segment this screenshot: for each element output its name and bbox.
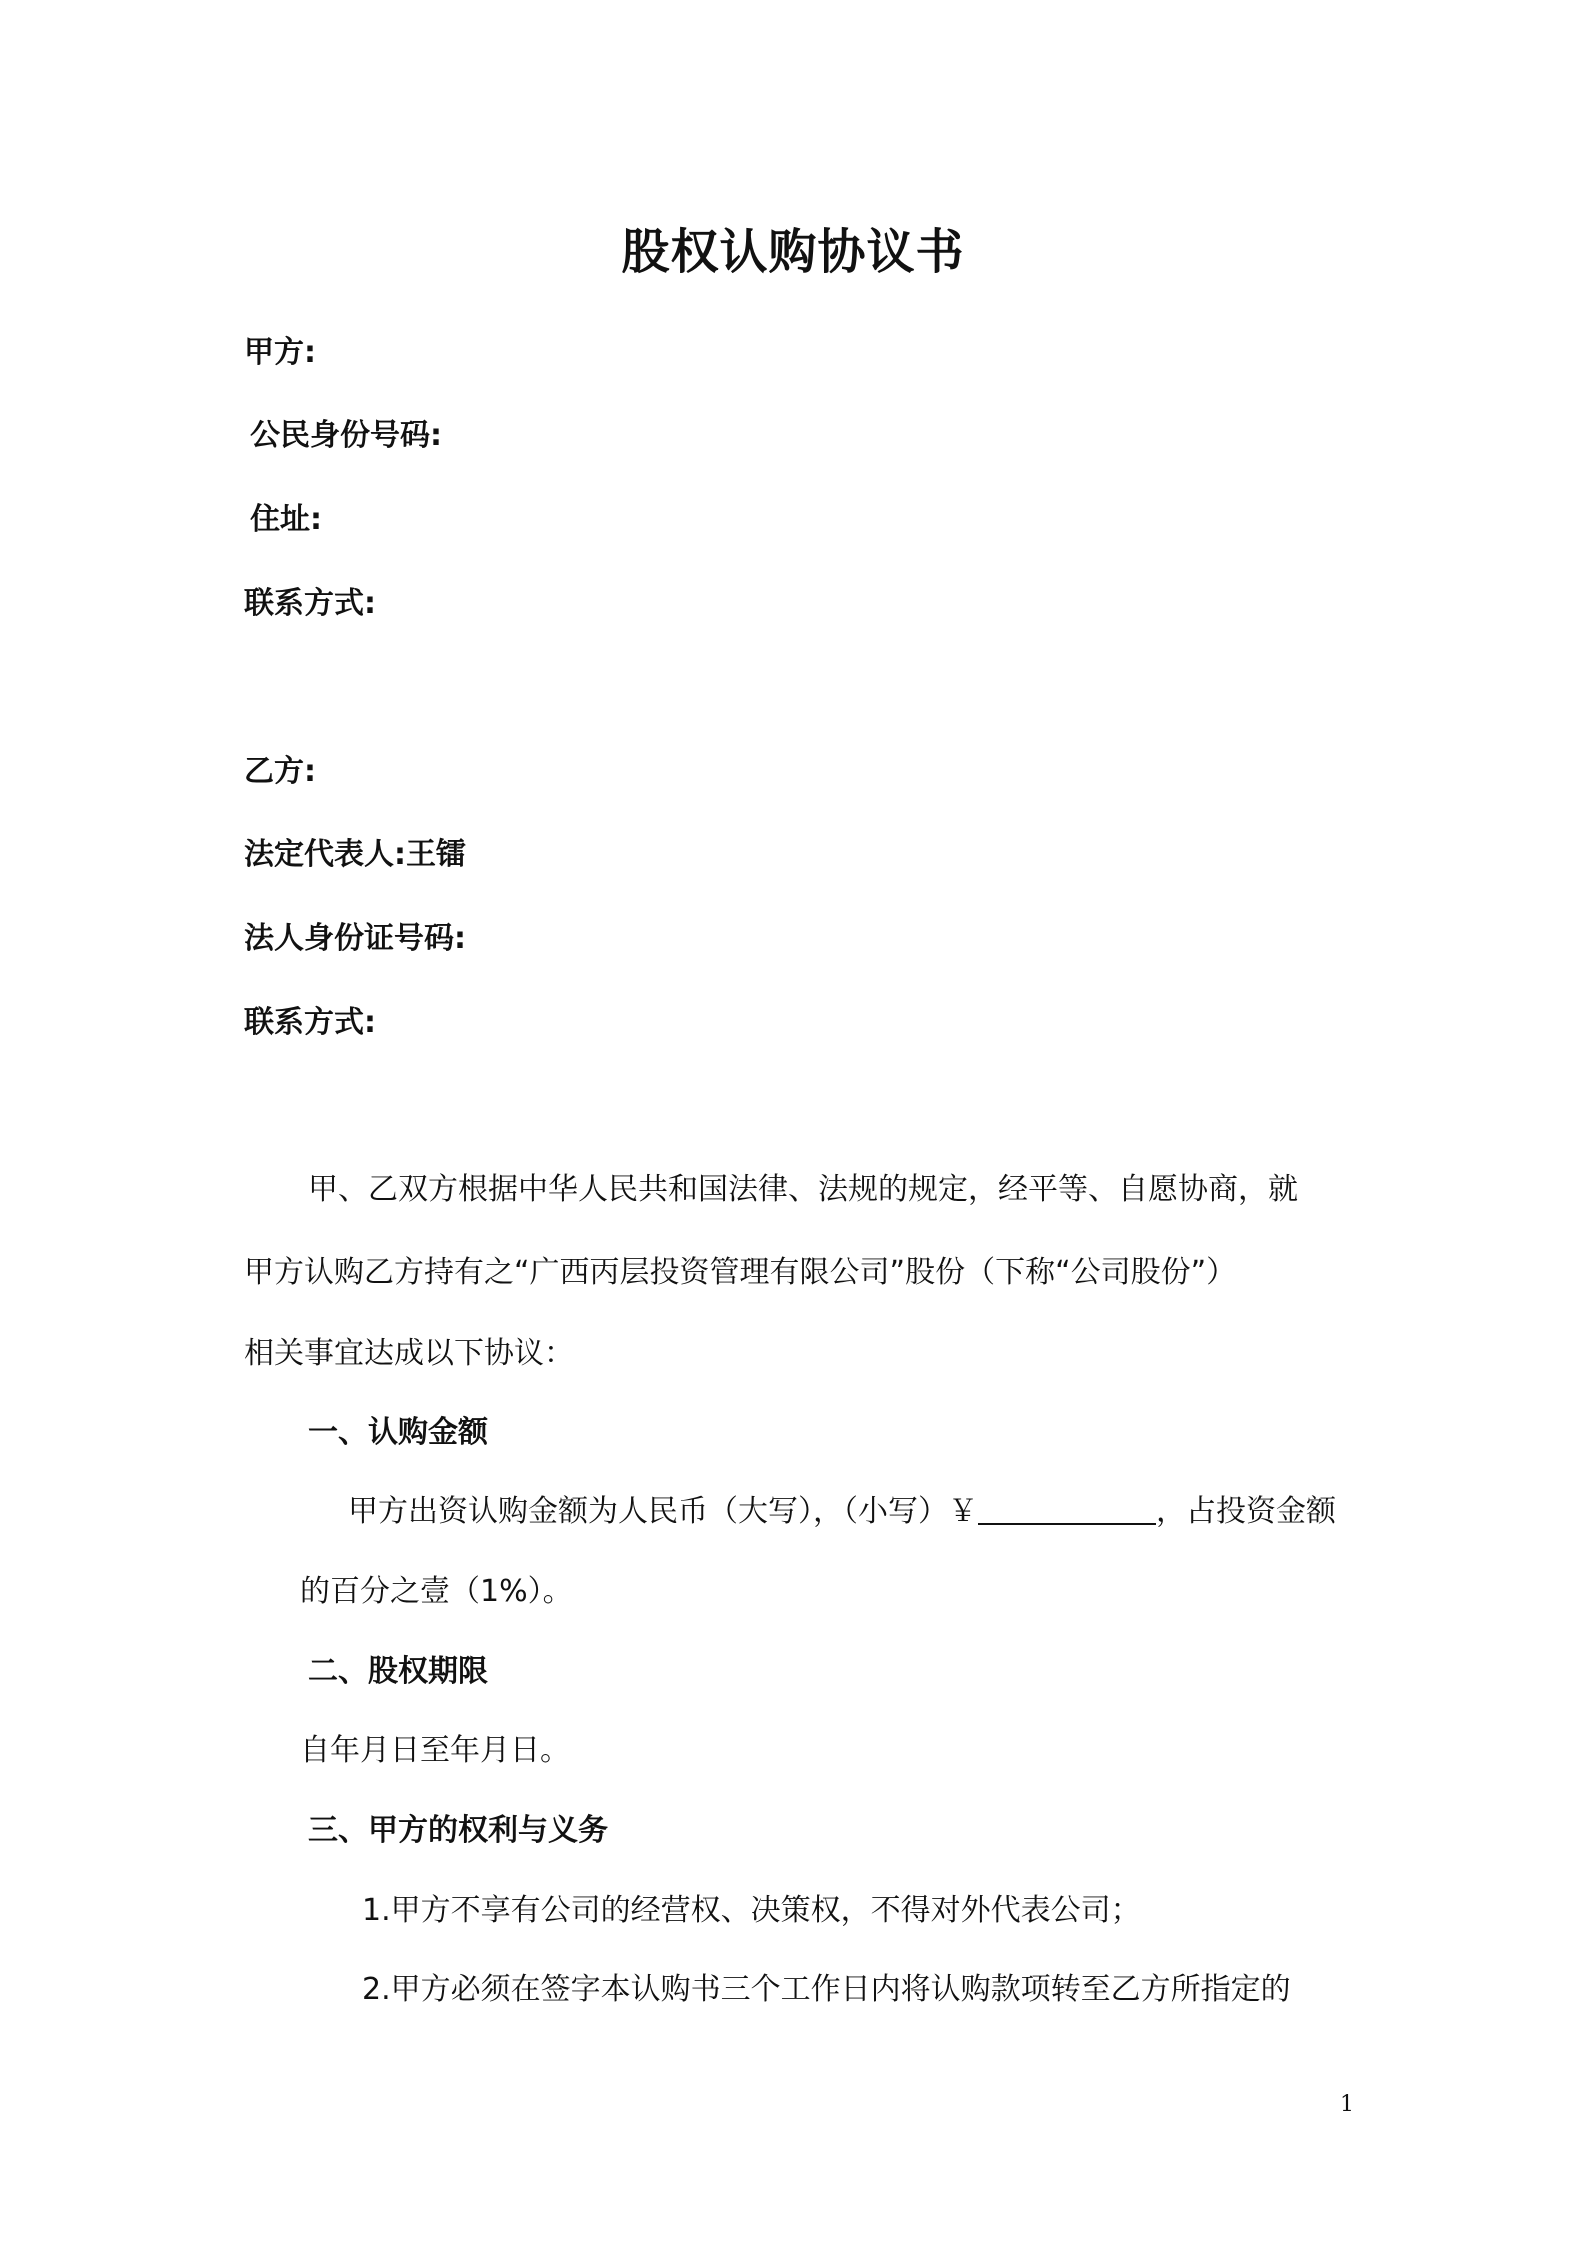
- party-a-contact-label: 联系方式:: [244, 586, 376, 621]
- section-1-line-1: [348, 1492, 1336, 1532]
- party-b-label: 乙方:: [244, 754, 316, 789]
- party-b-contact-label: 联系方式:: [244, 1005, 376, 1040]
- section-1-heading: 一、认购金额: [308, 1415, 488, 1450]
- party-b-representative: 法定代表人:王镭: [244, 837, 466, 872]
- section-1-line-2: 的百分之壹（1%）。: [300, 1574, 573, 1609]
- section-3-heading: 三、甲方的权利与义务: [308, 1813, 608, 1848]
- page-number: 1: [1340, 2092, 1354, 2117]
- party-a-id-label: 公民身份号码:: [250, 418, 442, 453]
- section-3-item-1: 1.甲方不享有公司的经营权、决策权，不得对外代表公司；: [362, 1893, 1141, 1928]
- section-2-heading: 二、股权期限: [308, 1654, 488, 1689]
- section-3-item-2: 2.甲方必须在签字本认购书三个工作日内将认购款项转至乙方所指定的: [362, 1972, 1291, 2007]
- section-2-text: 自年月日至年月日。: [300, 1733, 570, 1768]
- party-a-label: 甲方:: [244, 335, 316, 370]
- section-1-amount-suffix: ，占投资金额: [1156, 1494, 1336, 1529]
- party-a-address-label: 住址:: [250, 502, 322, 537]
- amount-blank: [978, 1493, 1156, 1525]
- preamble-line-1: 甲、乙双方根据中华人民共和国法律、法规的规定，经平等、自愿协商，就: [308, 1172, 1298, 1207]
- party-b-id-label: 法人身份证号码:: [244, 921, 466, 956]
- preamble-line-2: 甲方认购乙方持有之“广西丙层投资管理有限公司”股份（下称“公司股份”）: [244, 1255, 1237, 1290]
- section-1-amount-prefix: 甲方出资认购金额为人民币（大写），（小写）￥: [348, 1494, 978, 1529]
- preamble-line-3: 相关事宜达成以下协议：: [244, 1336, 574, 1371]
- document-title: 股权认购协议书: [621, 224, 965, 280]
